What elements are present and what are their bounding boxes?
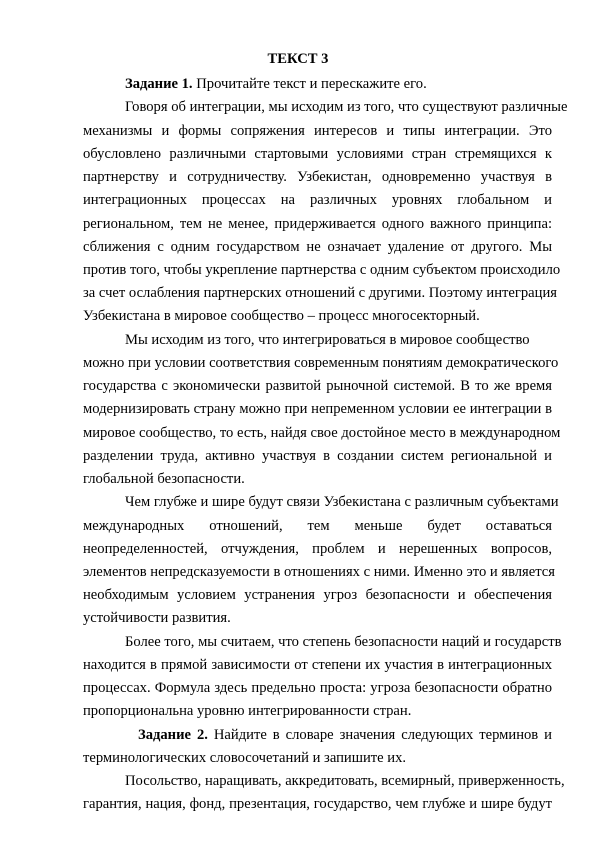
paragraph-line: обусловлено различными стартовыми условиями стран стремящихся к [83, 146, 552, 162]
paragraph-line: Более того, мы считаем, что степень безопасности наций и государств [125, 634, 562, 650]
page-title: ТЕКСТ 3 [267, 51, 329, 67]
paragraph-line: Узбекистана в мировое сообщество – процесс многосекторный. [83, 308, 480, 324]
paragraph-line: сближения с одним государством не означает удаление от другого. Мы [83, 239, 552, 255]
paragraph-line: за счет ослабления партнерских отношений с другими. Поэтому интеграция [83, 285, 557, 301]
task2-label: Задание 2. [138, 727, 208, 743]
terms-line: Посольство, наращивать, аккредитовать, всемирный, приверженность, [125, 773, 565, 789]
paragraph-line: неопределенностей, отчуждения, проблем и нерешенных вопросов, [83, 541, 552, 557]
terms-line: гарантия, нация, фонд, презентация, государство, чем глубже и шире будут [83, 796, 552, 812]
task1-heading [125, 73, 552, 95]
paragraph-line: Чем глубже и шире будут связи Узбекистана с различным субъектами [125, 494, 559, 510]
paragraph-line: интеграционных процессах на различных уровнях глобальном и [83, 192, 552, 208]
paragraph-line: партнерству и сотрудничеству. Узбекистан, одновременно участвуя в [83, 169, 552, 185]
paragraph-line: процессах. Формула здесь предельно проста: угроза безопасности обратно [83, 680, 552, 696]
paragraph-line: Мы исходим из того, что интегрироваться в мировое сообщество [125, 332, 530, 348]
paragraph-line: мировое сообщество, то есть, найдя свое достойное место в международном [83, 425, 561, 441]
paragraph-line: пропорциональна уровню интегрированности стран. [83, 703, 412, 719]
paragraph-line: региональном, тем не менее, придерживается одного важного принципа: [83, 216, 552, 232]
paragraph-line: находится в прямой зависимости от степени их участия в интеграционных [83, 657, 552, 673]
paragraph-line: элементов непредсказуемости в отношениях с ними. Именно это и является [83, 564, 555, 580]
task1-label: Задание 1. [125, 76, 193, 92]
paragraph-line: разделении труда, активно участвуя в создании систем региональной и [83, 448, 552, 464]
paragraph-line: необходимым условием устранения угроз безопасности и обеспечения [83, 587, 552, 603]
paragraph-line: против того, чтобы укрепление партнерства с одним субъектом происходило [83, 262, 561, 278]
paragraph-line: можно при условии соответствия современным понятиям демократического [83, 355, 559, 371]
paragraph-line: устойчивости развития. [83, 610, 231, 626]
task2-instruction: Найдите в словаре значения следующих терминов и [207, 727, 552, 743]
paragraph-line: модернизировать страну можно при непременном условии ее интеграции в [83, 401, 552, 417]
task1-instruction: Прочитайте текст и перескажите его. [192, 76, 427, 92]
paragraph-line: Говоря об интеграции, мы исходим из того, что существуют различные [125, 99, 568, 115]
task2-instruction-line2: терминологических словосочетаний и запишите их. [83, 750, 407, 766]
paragraph-line: международных отношений, тем меньше будет оставаться [83, 518, 552, 534]
paragraph-line: государства с экономически развитой рыночной системой. В то же время [83, 378, 552, 394]
paragraph-line: глобальной безопасности. [83, 471, 245, 487]
task2-heading [138, 724, 552, 746]
paragraph-line: механизмы и формы сопряжения интересов и типы интеграции. Это [83, 123, 552, 139]
